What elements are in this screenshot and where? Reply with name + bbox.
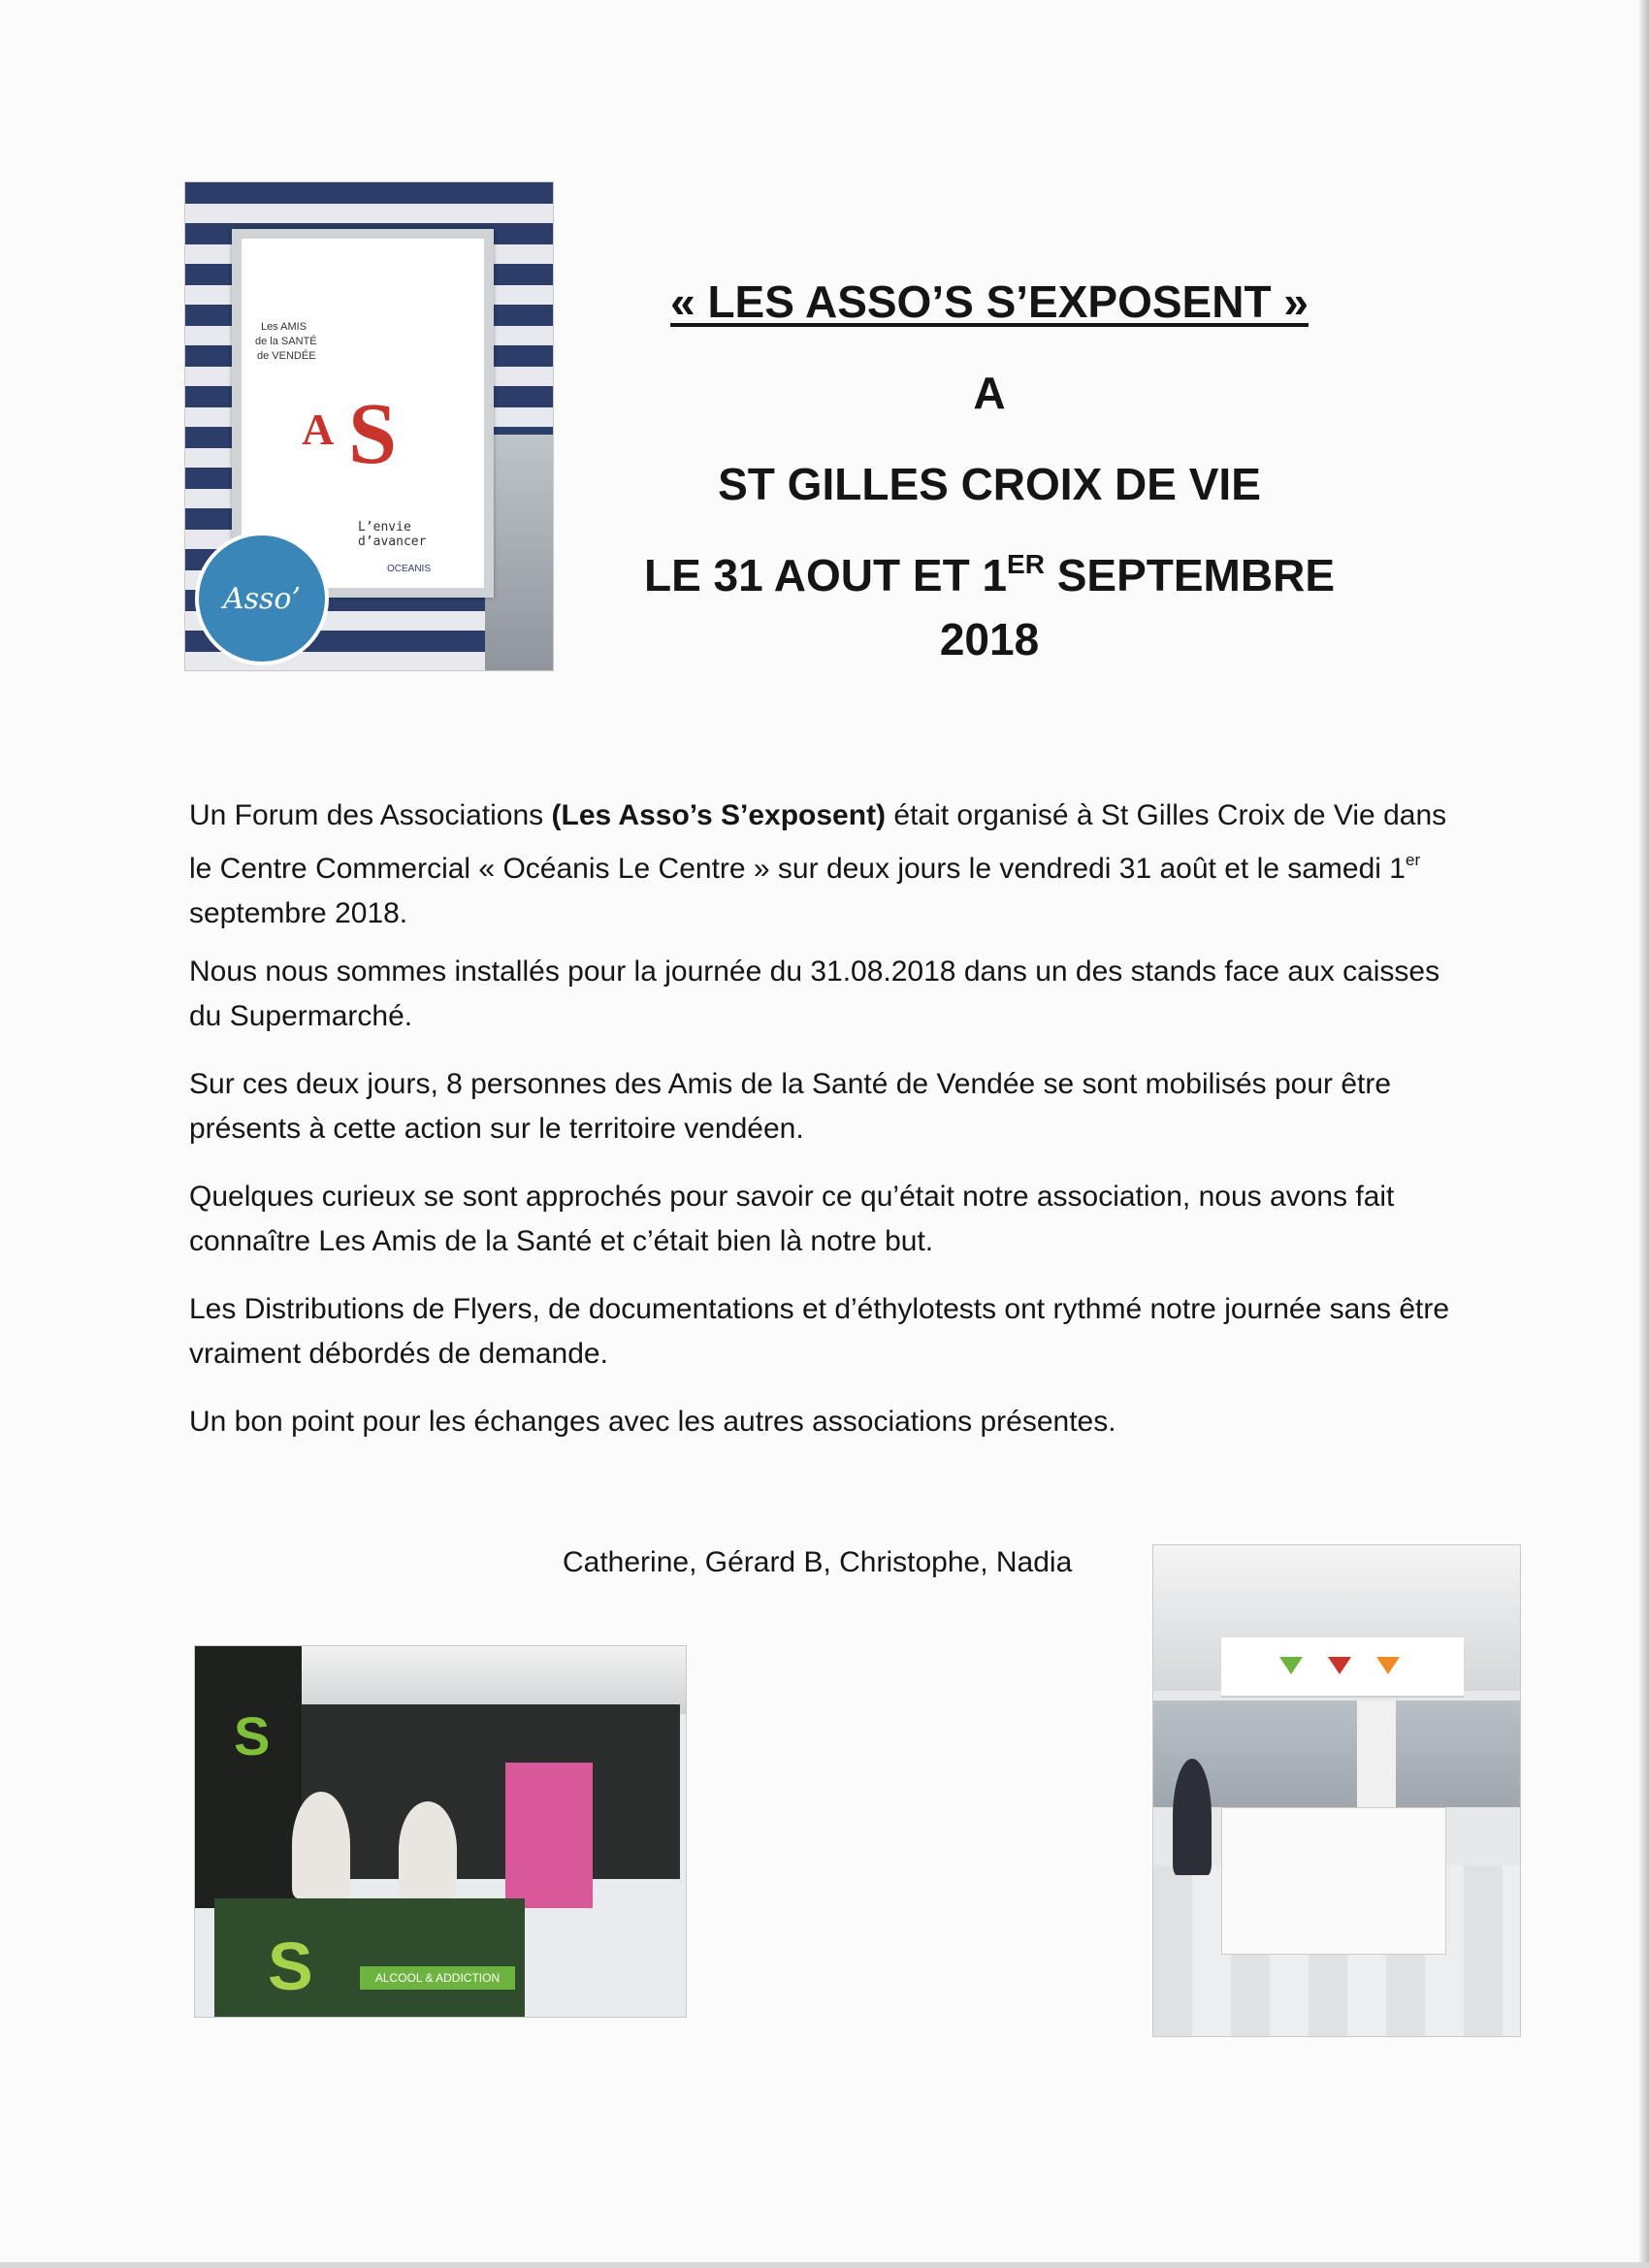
stand-table (214, 1898, 525, 2017)
poster-line3: de VENDÉE (257, 350, 316, 362)
stand-side-panel: S (195, 1646, 302, 1908)
person-left (292, 1792, 350, 1898)
paragraph-4: Quelques curieux se sont approchés pour savoir ce qu’était notre association, nous avons fait connaître Les Amis de la Santé et c’était bien là notre but. (189, 1181, 1395, 1257)
title-place: ST GILLES CROIX DE VIE (718, 459, 1261, 509)
asso-badge-text: Asso’ (222, 581, 302, 616)
paragraph-3: Sur ces deux jours, 8 personnes des Amis de la Santé de Vendée se sont mobilisés pour être présents à cette action sur le territoire vendéen. (189, 1068, 1392, 1145)
p1-text-d: septembre 2018. (189, 897, 408, 929)
flag-orange (1376, 1657, 1400, 1674)
person-walking (1173, 1759, 1212, 1875)
signature: Catherine, Gérard B, Christophe, Nadia (563, 1546, 1073, 1578)
stand-pink-panel (505, 1763, 593, 1908)
title-date-part2: SEPTEMBRE (1044, 550, 1335, 600)
title-a: A (973, 368, 1006, 418)
flag-green (1279, 1657, 1303, 1674)
scan-edge-right (1639, 0, 1649, 2268)
p1-text-bold: (Les Asso’s S’exposent) (551, 799, 887, 831)
stand-photo (195, 1646, 686, 2017)
paragraph-1 (189, 794, 1450, 936)
hall-photo (1153, 1545, 1520, 2036)
title-date-sup: ER (1007, 549, 1045, 579)
paragraph-5: Les Distributions de Flyers, de documentations et d’éthylotests ont rythmé notre journée sans être vraiment débordés de demande. (189, 1293, 1450, 1370)
poster-photo (185, 182, 553, 670)
table-logo-s: S (268, 1928, 313, 2004)
page-title: « LES ASSO’S S’EXPOSENT » (670, 276, 1309, 327)
scan-edge-bottom (0, 2262, 1649, 2268)
poster-slogan: L’envie d’avancer (358, 520, 427, 549)
poster-mall: OCEANIS (387, 564, 432, 574)
title-year: 2018 (939, 614, 1040, 664)
paragraph-6: Un bon point pour les échanges avec les autres associations présentes. (189, 1406, 1116, 1438)
paragraph-2: Nous nous sommes installés pour la journée du 31.08.2018 dans un des stands face aux caisses du Supermarché. (189, 956, 1440, 1032)
asso-badge-logo (195, 532, 329, 665)
poster-logo-s: S (348, 386, 398, 482)
poster-line1: Les AMIS (261, 321, 307, 333)
tent-cloth (1221, 1807, 1446, 1955)
p1-text-a: Un Forum des Associations (189, 799, 552, 831)
poster-logo-a: A (302, 405, 335, 454)
title-date (543, 549, 1436, 601)
tent-top (1221, 1637, 1464, 1698)
person-right (399, 1801, 457, 1898)
flag-red (1328, 1657, 1351, 1674)
poster-line2: de la SANTÉ (255, 336, 317, 347)
p1-sup: er (1405, 851, 1421, 869)
stand-banner: ALCOOL & ADDICTION (360, 1966, 515, 1990)
p1-text-c: était organisé à St Gilles Croix de Vie dans le Centre Commercial « Océanis Le Centre » sur deux jours le vendredi 31 août et le samedi 1 (189, 799, 1447, 885)
title-date-part1: LE 31 AOUT ET 1 (644, 550, 1008, 600)
